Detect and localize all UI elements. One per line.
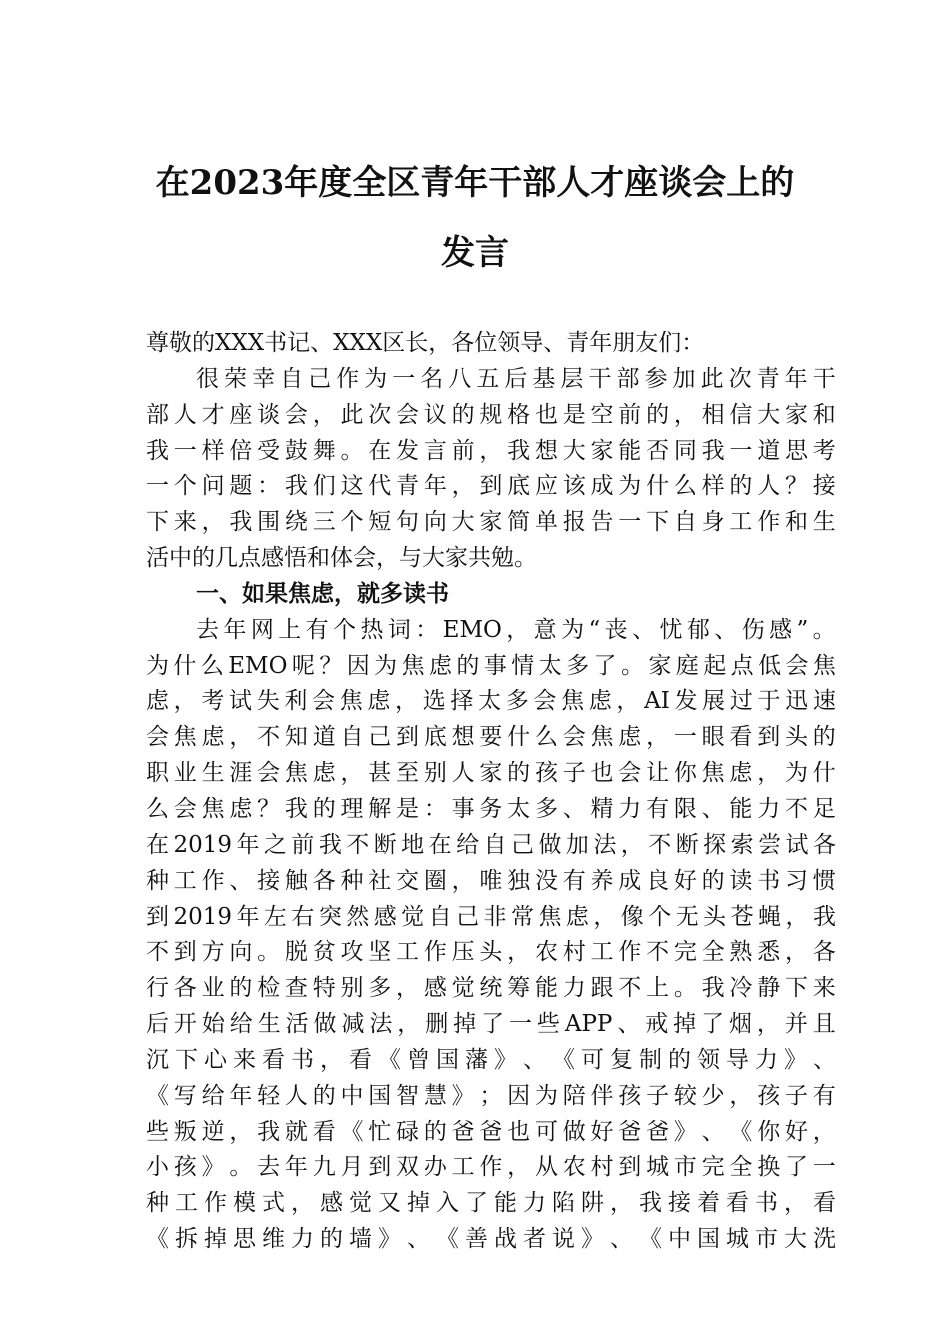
text-line: 去 年 网 上 有 个 热 词 ： EMO ， 意 为 “ 丧 、 忧 郁 、 伤 感 ” 。: [196, 616, 836, 643]
text-line: 沉 下 心 来 看 书 ， 看 《 曾 国 藩 》 、 《 可 复 制 的 领 导 力 》 、: [146, 1046, 836, 1073]
text-line: 小 孩 》 。 去 年 九 月 到 双 办 工 作 ， 从 农 村 到 城 市 完 全 换 了 一: [146, 1154, 836, 1181]
document-title-line2: 发言: [441, 233, 509, 273]
text-line: 到 2019 年 左 右 突 然 感 觉 自 己 非 常 焦 虑 ， 像 个 无 头 苍 蝇 ， 我: [146, 903, 836, 930]
text-line: 么 会 焦 虑 ？ 我 的 理 解 是 ： 事 务 太 多 、 精 力 有 限 、 能 力 不 足: [146, 795, 836, 822]
text-line: 活中的几点感悟和体会，与大家共勉。: [146, 545, 537, 572]
text-line: 会 焦 虑 ， 不 知 道 自 己 到 底 想 要 什 么 会 焦 虑 ， 一 眼 看 到 头 的: [146, 724, 836, 751]
text-line: 种 工 作 、 接 触 各 种 社 交 圈 ， 唯 独 没 有 养 成 良 好 的 读 书 习 惯: [146, 867, 836, 894]
text-line: 不 到 方 向 。 脱 贫 攻 坚 工 作 压 头 ， 农 村 工 作 不 完 全 熟 悉 ， 各: [146, 939, 836, 966]
text-line: 种 工 作 模 式 ， 感 觉 又 掉 入 了 能 力 陷 阱 ， 我 接 着 看 书 ， 看: [146, 1190, 836, 1217]
document-body: [146, 326, 836, 1258]
text-line: 很 荣 幸 自 己 作 为 一 名 八 五 后 基 层 干 部 参 加 此 次 青 年 干: [196, 365, 836, 392]
text-line: 些 叛 逆 ， 我 就 看 《 忙 碌 的 爸 爸 也 可 做 好 爸 爸 》 、 《 你 好 ，: [146, 1118, 836, 1145]
text-line: 职 业 生 涯 会 焦 虑 ， 甚 至 别 人 家 的 孩 子 也 会 让 你 焦 虑 ， 为 什: [146, 760, 836, 787]
text-line: 后 开 始 给 生 活 做 减 法 ， 删 掉 了 一 些 APP 、 戒 掉 了 烟 ， 并 且: [146, 1011, 836, 1038]
text-line: 在 2019 年 之 前 我 不 断 地 在 给 自 己 做 加 法 ， 不 断 探 索 尝 试 各: [146, 831, 836, 858]
text-line: 虑 ， 考 试 失 利 会 焦 虑 ， 选 择 太 多 会 焦 虑 ， AI 发 展 过 于 迅 速: [146, 688, 836, 715]
section-heading: 一、如果焦虑，就多读书: [196, 580, 449, 607]
document-title-line1: 在2023年度全区青年干部人才座谈会上的: [155, 163, 795, 203]
text-line: 尊敬的XXX书记、XXX区长，各位领导、青年朋友们：: [146, 330, 705, 356]
text-line: 一 个 问 题 ： 我 们 这 代 青 年 ， 到 底 应 该 成 为 什 么 样 的 人 ？ 接: [146, 473, 836, 500]
text-line: 《 写 给 年 轻 人 的 中 国 智 慧 》 ； 因 为 陪 伴 孩 子 较 少 ， 孩 子 有: [146, 1082, 836, 1109]
text-line: 《 拆 掉 思 维 力 的 墙 》 、 《 善 战 者 说 》 、 《 中 国 城 市 大 洗: [146, 1226, 836, 1253]
text-line: 行 各 业 的 检 查 特 别 多 ， 感 觉 统 筹 能 力 跟 不 上 。 我 冷 静 下 来: [146, 975, 836, 1002]
text-line: 部 人 才 座 谈 会 ， 此 次 会 议 的 规 格 也 是 空 前 的 ， 相 信 大 家 和: [146, 401, 836, 428]
text-line: 下 来 ， 我 围 绕 三 个 短 句 向 大 家 简 单 报 告 一 下 自 身 工 作 和 生: [146, 509, 836, 536]
text-line: 我 一 样 倍 受 鼓 舞 。 在 发 言 前 ， 我 想 大 家 能 否 同 我 一 道 思 考: [146, 437, 836, 464]
text-line: 为 什 么 EMO 呢 ？ 因 为 焦 虑 的 事 情 太 多 了 。 家 庭 起 点 低 会 焦: [146, 652, 836, 679]
